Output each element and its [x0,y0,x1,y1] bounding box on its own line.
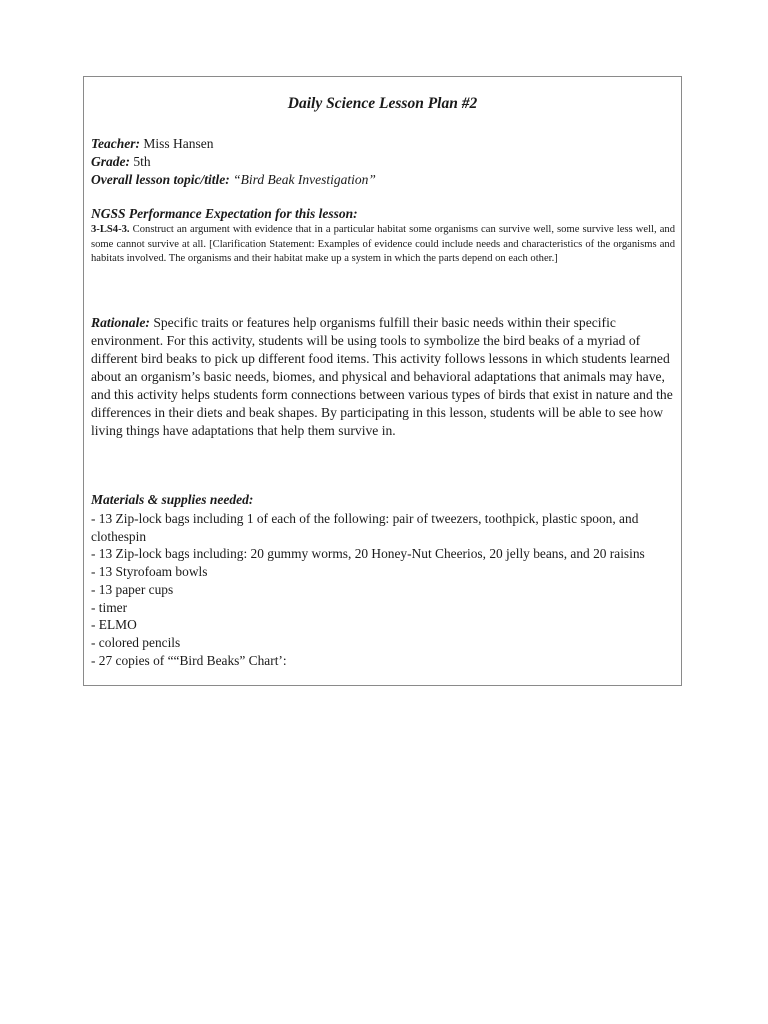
teacher-line [91,135,376,153]
topic-line [91,171,376,189]
ngss-code: 3-LS4-3. [91,224,130,235]
list-item: - 13 Zip-lock bags including 1 of each of the following: pair of tweezers, toothpick, plastic spoon, and clothespin [91,511,639,544]
teacher-label: Teacher: [91,136,140,151]
topic-label: Overall lesson topic/title: [91,172,230,187]
topic-value: “Bird Beak Investigation” [233,172,376,187]
rationale-block [91,314,675,440]
list-item: - ELMO [91,617,137,633]
list-item: - 27 copies of ““Bird Beaks” Chart’: [91,652,287,668]
document-title: Daily Science Lesson Plan #2 [287,95,478,112]
ngss-heading: NGSS Performance Expectation for this lesson: [91,206,358,221]
teacher-value: Miss Hansen [143,136,214,151]
lesson-meta [91,135,376,189]
list-item: - colored pencils [91,634,181,650]
list-item: - 13 Styrofoam bowls [91,564,208,580]
ngss-text-block [91,223,675,267]
grade-label: Grade: [91,154,130,169]
materials-heading: Materials & supplies needed: [91,492,254,507]
rationale-label: Rationale: [91,315,150,330]
grade-line [91,153,376,171]
list-item: - timer [91,599,128,615]
grade-value: 5th [133,154,151,169]
list-item: - 13 paper cups [91,581,174,597]
ngss-text: Construct an argument with evidence that in a particular habitat some organisms can survive well, some survive less well, and some cannot survive at all. [Clarification Statement: Examples of evidence could include needs and characteristics of the organisms and habitats involved. The organisms and their habitat make up a system in which the parts depend on each other.] [91,224,675,265]
rationale-text: Specific traits or features help organisms fulfill their basic needs within their specific environment. For this activity, students will be using tools to symbolize the bird beaks of a myriad of different bird beaks to pick up different food items. This activity follows lessons in which students learned about an organism’s basic needs, biomes, and physical and behavioral adaptations that animals may have, and this activity helps students form connections between various types of birds that exist in nature and the differences in their diets and beak shapes. By participating in this lesson, students will be able to see how living things have adaptations that help them survive in. [91,315,673,438]
list-item: - 13 Zip-lock bags including: 20 gummy worms, 20 Honey-Nut Cheerios, 20 jelly beans, and 20 raisins [91,546,645,562]
lesson-plan-box [83,76,682,686]
materials-list [91,510,675,669]
